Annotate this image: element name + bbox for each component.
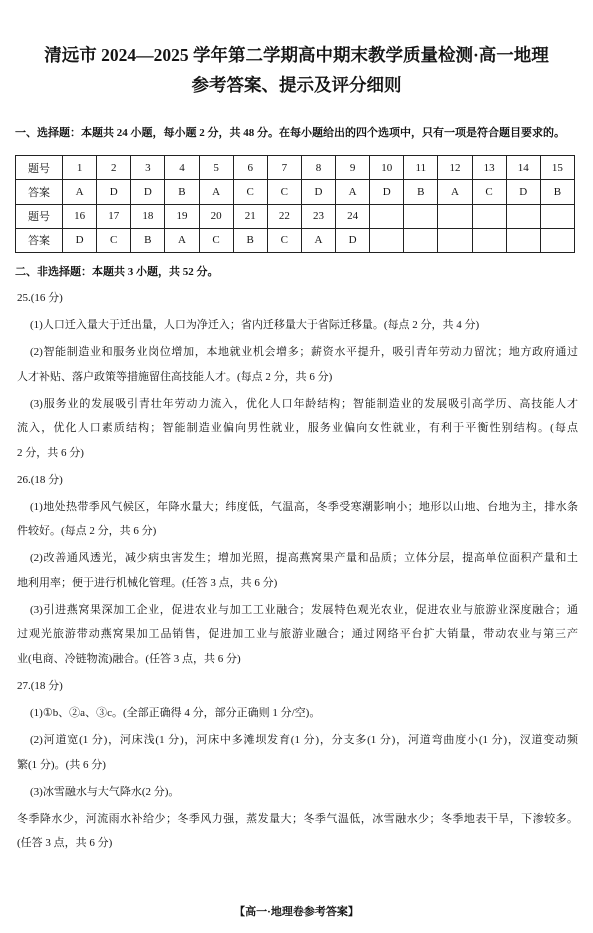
table-cell: 19: [165, 204, 199, 228]
table-row-label: 题号: [16, 204, 63, 228]
table-cell-empty: [370, 204, 404, 228]
table-row-answers: [16, 228, 575, 252]
table-cell: 10: [370, 156, 404, 180]
table-cell: C: [267, 228, 301, 252]
table-cell: 1: [63, 156, 97, 180]
table-cell: 9: [336, 156, 370, 180]
table-cell: B: [404, 180, 438, 204]
table-cell: 12: [438, 156, 472, 180]
answer-line: (1)①b、②a、③c。(全部正确得 4 分，部分正确则 1 分/空)。: [30, 707, 321, 720]
table-cell: 18: [131, 204, 165, 228]
question-26: [17, 468, 578, 672]
table-row-answers: [16, 180, 575, 204]
table-cell-empty: [438, 228, 472, 252]
answer-line: 件较好。(每点 2 分，共 6 分): [17, 525, 157, 538]
answer-line: 过观光旅游带动燕窝果加工品销售，促进加工业与旅游业融合；通过网络平台扩大销量，带动农业与第三产: [17, 628, 578, 641]
section-heading-choice: 一、选择题：本题共 24 小题，每小题 2 分，共 48 分。在每小题给出的四个选项中，只有一项是符合题目要求的。: [15, 127, 565, 139]
table-cell: D: [63, 228, 97, 252]
question-list: [17, 286, 578, 856]
table-cell: 20: [199, 204, 233, 228]
table-cell: A: [63, 180, 97, 204]
table-cell-empty: [472, 204, 506, 228]
answer-part-1: [17, 313, 578, 338]
answer-part-1: [17, 701, 578, 726]
table-cell-empty: [438, 204, 472, 228]
table-row-label: 答案: [16, 228, 63, 252]
table-cell: 8: [301, 156, 335, 180]
table-cell: A: [199, 180, 233, 204]
table-cell: C: [233, 180, 267, 204]
table-cell-empty: [506, 228, 540, 252]
table-cell: B: [131, 228, 165, 252]
page-subtitle: 参考答案、提示及评分细则: [191, 75, 402, 95]
answer-line: (任答 3 点，共 6 分): [17, 837, 113, 850]
answer-line: 繁(1 分)。(共 6 分): [17, 758, 106, 771]
table-cell: C: [472, 180, 506, 204]
table-cell: C: [267, 180, 301, 204]
answer-part-3: [17, 392, 578, 466]
answer-part-2: [17, 728, 578, 777]
answer-line: (1)地处热带季风气候区，年降水量大；纬度低，气温高，冬季受寒潮影响小；地形以山地、台地为主，排水条: [30, 500, 578, 513]
table-cell-empty: [472, 228, 506, 252]
table-cell: 16: [63, 204, 97, 228]
question-27: [17, 674, 578, 856]
table-cell: 24: [336, 204, 370, 228]
table-cell: 14: [506, 156, 540, 180]
table-cell-empty: [370, 228, 404, 252]
answer-line: 业(电商、冷链物流)融合。(任答 3 点，共 6 分): [17, 653, 241, 666]
table-cell: 7: [267, 156, 301, 180]
answer-part-3: [17, 780, 578, 805]
section-heading-non-choice: 二、非选择题：本题共 3 小题，共 52 分。: [15, 266, 219, 278]
table-cell: 2: [97, 156, 131, 180]
table-cell: 11: [404, 156, 438, 180]
answer-line: 人才补贴、落户政策等措施留住高技能人才。(每点 2 分，共 6 分): [17, 370, 333, 383]
question-heading: 25.(16 分): [17, 292, 63, 304]
table-cell: B: [540, 180, 574, 204]
table-cell: D: [336, 228, 370, 252]
page-title: 清远市 2024—2025 学年第二学期高中期末教学质量检测·高一地理: [44, 45, 549, 65]
table-cell: 22: [267, 204, 301, 228]
question-heading: 26.(18 分): [17, 473, 63, 486]
table-cell: A: [301, 228, 335, 252]
table-cell: D: [301, 180, 335, 204]
table-cell: 6: [233, 156, 267, 180]
answer-part-1: [17, 495, 578, 544]
table-row-question-numbers: [16, 156, 575, 180]
table-cell: 21: [233, 204, 267, 228]
table-cell: 13: [472, 156, 506, 180]
answer-line: 2 分，共 6 分): [17, 446, 84, 459]
answer-table: [15, 155, 575, 253]
table-cell: D: [131, 180, 165, 204]
table-cell: 3: [131, 156, 165, 180]
answer-part-3: [17, 598, 578, 672]
table-cell: C: [97, 228, 131, 252]
table-cell-empty: [540, 204, 574, 228]
table-cell: B: [165, 180, 199, 204]
table-row-label: 题号: [16, 156, 63, 180]
table-cell: C: [199, 228, 233, 252]
table-row-label: 答案: [16, 180, 63, 204]
table-cell-empty: [404, 204, 438, 228]
table-cell: 5: [199, 156, 233, 180]
table-cell: 15: [540, 156, 574, 180]
table-cell: D: [506, 180, 540, 204]
table-cell: D: [370, 180, 404, 204]
answer-part-3-detail: [17, 807, 578, 856]
table-cell: A: [438, 180, 472, 204]
answer-line: (2)智能制造业和服务业岗位增加，本地就业机会增多；薪资水平提升，吸引青年劳动力留沈；地方政府通过: [30, 345, 578, 358]
answer-line: (3)冰雪融水与大气降水(2 分)。: [30, 785, 180, 798]
table-cell-empty: [506, 204, 540, 228]
answer-part-2: [17, 340, 578, 389]
question-heading: 27.(18 分): [17, 680, 63, 693]
answer-line: (2)改善通风透光，减少病虫害发生；增加光照，提高燕窝果产量和品质；立体分层，提高单位面积产量和土: [30, 552, 578, 565]
table-cell: D: [97, 180, 131, 204]
answer-line: (1)人口迁入量大于迁出量，人口为净迁入；省内迁移量大于省际迁移量。(每点 2 分，共 4 分): [30, 318, 480, 331]
answer-line: 流入，优化人口素质结构；智能制造业偏向男性就业，服务业偏向女性就业，有利于平衡性别结构。(每点: [17, 422, 578, 435]
answer-part-2: [17, 546, 578, 595]
answer-line: 冬季降水少，河流雨水补给少；冬季风力强，蒸发量大；冬季气温低，冰雪融水少；冬季地表干旱，下渗较多。: [17, 812, 578, 825]
page-footer: 【高一·地理卷参考答案】: [234, 906, 359, 918]
table-cell-empty: [404, 228, 438, 252]
answer-line: 地利用率；便于进行机械化管理。(任答 3 点，共 6 分): [17, 576, 278, 589]
answer-line: (2)河道宽(1 分)，河床浅(1 分)，河床中多滩坝发育(1 分)，分支多(1 分)，河道弯曲度小(1 分)，汊道变动频: [30, 734, 578, 746]
answer-line: (3)引进燕窝果深加工企业，促进农业与加工工业融合；发展特色观光农业，促进农业与旅游业深度融合；通: [30, 603, 578, 616]
answer-line: (3)服务业的发展吸引青壮年劳动力流入，优化人口年龄结构；智能制造业的发展吸引高学历、高技能人才: [30, 397, 578, 410]
table-cell: B: [233, 228, 267, 252]
table-cell: 17: [97, 204, 131, 228]
question-25: [17, 286, 578, 465]
table-cell: A: [336, 180, 370, 204]
table-cell: A: [165, 228, 199, 252]
table-cell: 23: [301, 204, 335, 228]
table-row-question-numbers: [16, 204, 575, 228]
table-cell: 4: [165, 156, 199, 180]
table-cell-empty: [540, 228, 574, 252]
